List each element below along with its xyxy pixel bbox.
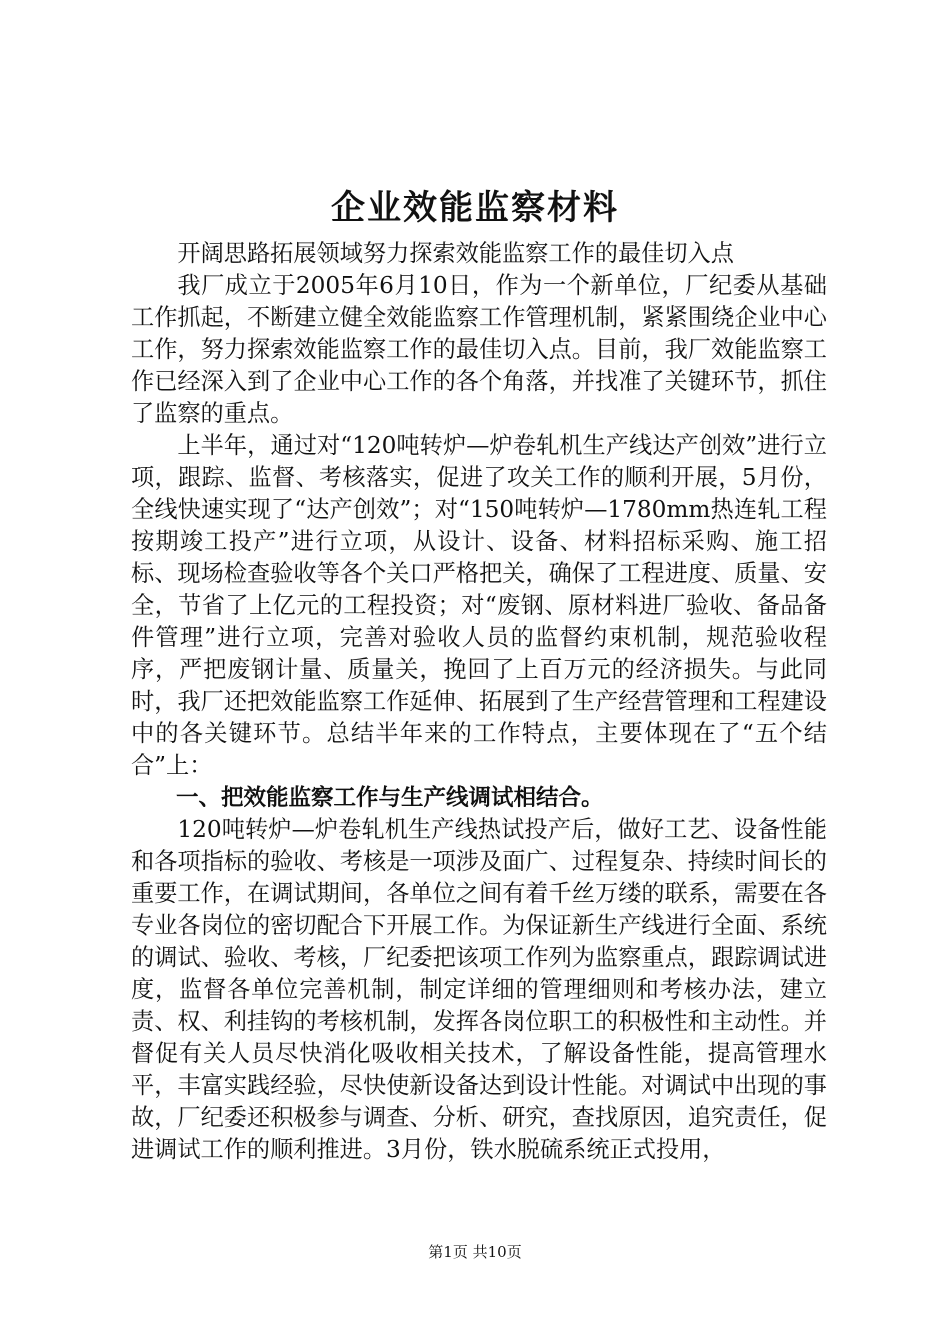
subtitle-paragraph: 开阔思路拓展领域努力探索效能监察工作的最佳切入点 (177, 240, 734, 267)
section-1-paragraph: 120吨转炉—炉卷轧机生产线热试投产后，做好工艺、设备性能和各项指标的验收、考核是一项涉及面广、过程复杂、持续时间长的重要工作，在调试期间，各单位之间有着千丝万缕的联系，需要在各专业各岗位的密切配合下开展工作。为保证新生产线进行全面、系统的调试、验收、考核，厂纪委把该项工作列为监察重点，跟踪调试进度，监督各单位完善机制，制定详细的管理细则和考核办法，建立责、权、利挂钩的考核机制，发挥各岗位职工的积极性和主动性。并督促有关人员尽快消化吸收相关技术，了解设备性能，提高管理水平，丰富实践经验，尽快使新设备达到设计性能。对调试中出现的事故，厂纪委还积极参与调查、分析、研究，查找原因，追究责任，促进调试工作的顺利推进。3月份，铁水脱硫系统正式投用， (131, 816, 827, 1163)
document-title: 企业效能监察材料 (331, 188, 619, 228)
page-number-footer: 第1页 共10页 (428, 1243, 522, 1261)
intro-paragraph: 我厂成立于2005年6月10日，作为一个新单位，厂纪委从基础工作抓起，不断建立健全效能监察工作管理机制，紧紧围绕企业中心工作，努力探索效能监察工作的最佳切入点。目前，我厂效能监察工作已经深入到了企业中心工作的各个角落，并找准了关键环节，抓住了监察的重点。 (131, 272, 827, 427)
document-body (131, 238, 827, 1166)
section-heading-1: 一、把效能监察工作与生产线调试相结合。 (176, 785, 604, 811)
first-half-year-paragraph: 上半年，通过对“120吨转炉—炉卷轧机生产线达产创效”进行立项，跟踪、监督、考核落实，促进了攻关工作的顺利开展，5月份，全线快速实现了“达产创效”；对“150吨转炉—1780mm热连轧工程按期竣工投产”进行立项，从设计、设备、材料招标采购、施工招标、现场检查验收等各个关口严格把关，确保了工程进度、质量、安全，节省了上亿元的工程投资；对“废钢、原材料进厂验收、备品备件管理”进行立项，完善对验收人员的监督约束机制，规范验收程序，严把废钢计量、质量关，挽回了上百万元的经济损失。与此同时，我厂还把效能监察工作延伸、拓展到了生产经营管理和工程建设中的各关键环节。总结半年来的工作特点，主要体现在了“五个结合”上： (131, 432, 827, 779)
